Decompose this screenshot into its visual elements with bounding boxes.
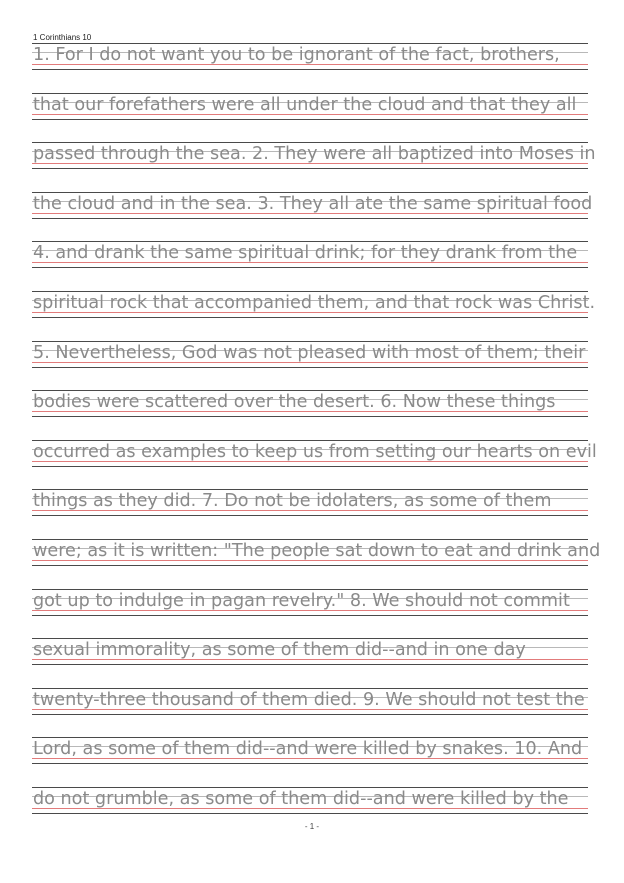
bottom-rule	[32, 119, 588, 120]
bottom-rule	[32, 218, 588, 219]
top-rule	[32, 291, 588, 292]
top-rule	[32, 589, 588, 590]
top-rule	[32, 43, 588, 44]
bottom-rule	[32, 664, 588, 665]
bottom-rule	[32, 763, 588, 764]
bottom-rule	[32, 466, 588, 467]
trace-text: got up to indulge in pagan revelry." 8. We should not commit	[33, 590, 570, 611]
bottom-rule	[32, 267, 588, 268]
practice-row	[32, 440, 597, 490]
practice-row	[32, 737, 588, 787]
bottom-rule	[32, 416, 588, 417]
top-rule	[32, 787, 588, 788]
practice-row	[32, 43, 588, 93]
trace-text: 5. Nevertheless, God was not pleased with most of them; their	[33, 342, 586, 363]
practice-row	[32, 93, 588, 143]
bottom-rule	[32, 813, 588, 814]
trace-text: passed through the sea. 2. They were all baptized into Moses in	[33, 144, 596, 165]
trace-text: do not grumble, as some of them did--and were killed by the	[33, 789, 569, 809]
bottom-rule	[32, 168, 588, 169]
top-rule	[32, 341, 588, 342]
practice-row	[32, 291, 596, 341]
trace-text: spiritual rock that accompanied them, and that rock was Christ.	[33, 293, 596, 313]
top-rule	[32, 142, 588, 143]
trace-text: bodies were scattered over the desert. 6. Now these things	[33, 392, 556, 413]
bottom-rule	[32, 317, 588, 318]
trace-text: 4. and drank the same spiritual drink; for they drank from the	[33, 243, 578, 264]
practice-row	[32, 390, 588, 440]
bottom-rule	[32, 565, 588, 566]
top-rule	[32, 440, 588, 441]
practice-row	[32, 142, 596, 192]
top-rule	[32, 241, 588, 242]
trace-text: twenty-three thousand of them died. 9. We should not test the	[33, 689, 585, 710]
page-title: 1 Corinthians 10	[33, 33, 92, 42]
top-rule	[32, 489, 588, 490]
trace-text: the cloud and in the sea. 3. They all ate the same spiritual food	[33, 193, 593, 214]
bottom-rule	[32, 615, 588, 616]
practice-row	[32, 192, 593, 242]
top-rule	[32, 390, 588, 391]
page-number: - 1 -	[304, 822, 320, 831]
top-rule	[32, 539, 588, 540]
practice-row	[32, 241, 588, 291]
trace-text: sexual immorality, as some of them did--and in one day	[33, 640, 526, 661]
practice-row	[32, 539, 601, 589]
trace-text: 1. For I do not want you to be ignorant of the fact, brothers,	[33, 45, 560, 65]
practice-row	[32, 489, 588, 539]
practice-row	[32, 688, 588, 738]
trace-text: were; as it is written: "The people sat down to eat and drink and	[33, 541, 601, 561]
bottom-rule	[32, 69, 588, 70]
practice-row	[32, 589, 588, 639]
top-rule	[32, 638, 588, 639]
practice-row	[32, 341, 588, 391]
trace-text: that our forefathers were all under the cloud and that they all	[33, 94, 577, 115]
top-rule	[32, 737, 588, 738]
handwriting-practice-sheet	[32, 0, 601, 883]
top-rule	[32, 192, 588, 193]
trace-text: things as they did. 7. Do not be idolaters, as some of them	[33, 491, 552, 512]
trace-text: Lord, as some of them did--and were killed by snakes. 10. And	[33, 739, 583, 760]
bottom-rule	[32, 367, 588, 368]
bottom-rule	[32, 714, 588, 715]
trace-text: occurred as examples to keep us from setting our hearts on evil	[33, 441, 597, 462]
top-rule	[32, 93, 588, 94]
practice-row	[32, 638, 588, 688]
bottom-rule	[32, 515, 588, 516]
top-rule	[32, 688, 588, 689]
